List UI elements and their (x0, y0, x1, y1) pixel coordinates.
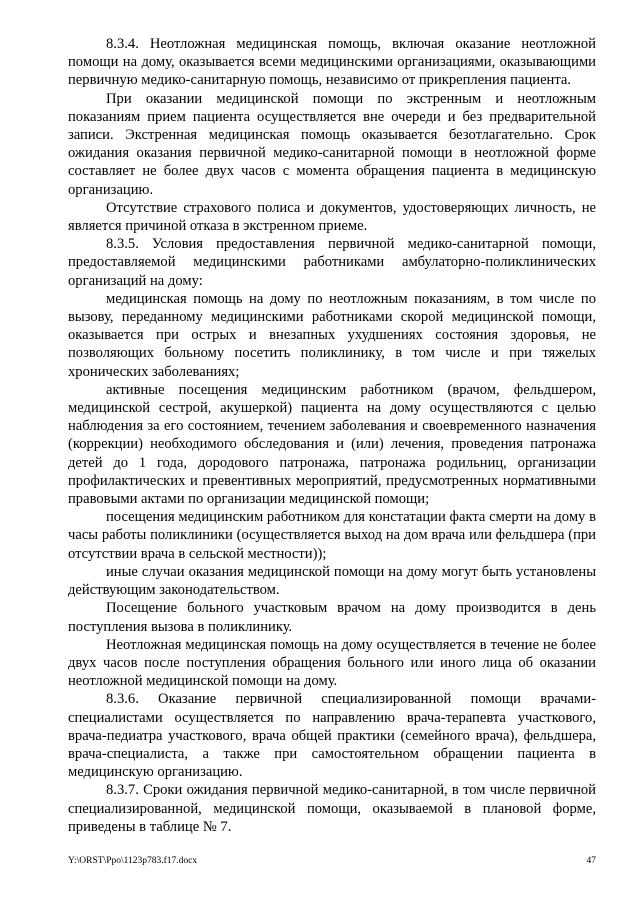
paragraph-8-3-7: 8.3.7. Сроки ожидания первичной медико-санитарной, в том числе первичной специализированной, медицинской помощи, оказываемой в плановой форме, приведены в таблице № 7. (68, 782, 596, 835)
paragraph-emergency-reception: При оказании медицинской помощи по экстренным и неотложным показаниям прием пациента осуществляется вне очереди и без предварительной записи. Экстренная медицинская помощь оказывается безотлагательно. Срок ожидания оказания первичной медико-санитарной помощи в неотложной форме составляет не более двух часов с момента обращения пациента в медицинскую организацию. (68, 90, 596, 198)
document-body (68, 35, 596, 836)
list-item-active-visits: активные посещения медицинским работником (врачом, фельдшером, медицинской сестрой, акушеркой) пациента на дому осуществляются с целью наблюдения за его состоянием, течением заболевания и своевременного назначения (коррекции) необходимого обследования и (или) лечения, проведения патронажа детей до 1 года, дородового патронажа, патронажа родильниц, организации профилактических и превентивных мероприятий, предусмотренных нормативными правовыми актами по организации медицинской помощи; (68, 381, 596, 508)
list-item-death-confirmation: посещения медицинским работником для констатации факта смерти на дому в часы работы поликлиники (осуществляется выход на дом врача или фельдшера (при отсутствии врача в сельской местности)); (68, 509, 596, 562)
paragraph-no-policy: Отсутствие страхового полиса и документов, удостоверяющих личность, не является причиной отказа в экстренном приеме. (68, 199, 596, 235)
paragraph-8-3-6: 8.3.6. Оказание первичной специализированной помощи врачами-специалистами осуществляется по направлению врача-терапевта участкового, врача-педиатра участкового, врача общей практики (семейного врача), фельдшера, врача-специалиста, а также при самостоятельном обращении пациента в медицинскую организацию. (68, 691, 596, 781)
footer-file-path: Y:\ORST\Ppo\1123p783.f17.docx (68, 856, 198, 866)
paragraph-district-doctor-visit: Посещение больного участковым врачом на дому производится в день поступления вызова в поликлинику. (68, 600, 596, 635)
list-item-home-urgent-care: медицинская помощь на дому по неотложным показаниям, в том числе по вызову, переданному медицинскими работниками скорой медицинской помощи, оказывается при острых и внезапных ухудшениях состояния здоровья, не позволяющих больному посетить поликлинику, в том числе и при тяжелых хронических заболеваниях; (68, 290, 596, 380)
paragraph-8-3-5: 8.3.5. Условия предоставления первичной медико-санитарной помощи, предоставляемой медицинскими работниками амбулаторно-поликлинических организаций на дому: (68, 236, 596, 289)
paragraph-8-3-4: 8.3.4. Неотложная медицинская помощь, включая оказание неотложной помощи на дому, оказывается всеми медицинскими организациями, оказывающими первичную медико-санитарную помощь, независимо от прикрепления пациента. (68, 36, 596, 89)
page-number: 47 (586, 856, 596, 866)
paragraph-home-urgent-timing: Неотложная медицинская помощь на дому осуществляется в течение не более двух часов после поступления обращения больного или иного лица об оказании неотложной медицинской помощи на дому. (68, 636, 596, 690)
list-item-other-cases: иные случаи оказания медицинской помощи на дому могут быть установлены действующим законодательством. (68, 563, 596, 599)
